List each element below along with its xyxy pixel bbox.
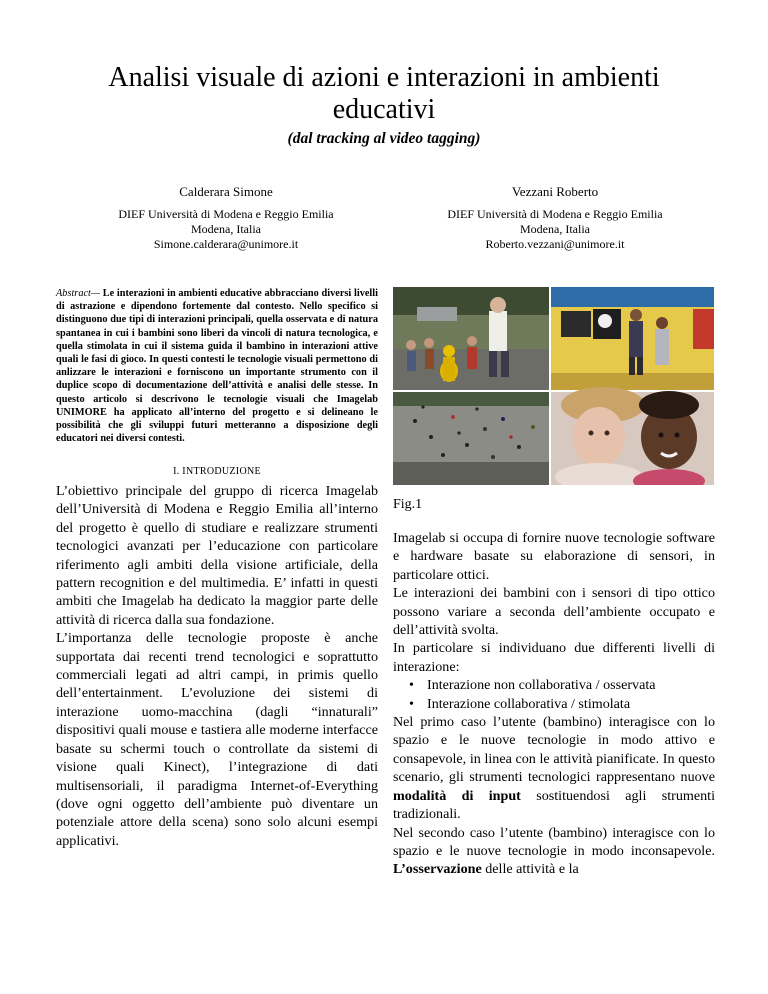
abstract <box>56 287 378 445</box>
paragraph: Imagelab si occupa di fornire nuove tecnologie software e hardware basate su elaborazione di sensori, in particolare ottici. <box>393 530 715 583</box>
paper-subtitle: (dal tracking al video tagging) <box>287 130 481 147</box>
text-run: Nel secondo caso l’utente (bambino) interagisce con lo spazio e le nuove tecnologie in modo inconsapevole. <box>393 824 715 859</box>
left-column-body <box>56 482 378 850</box>
text-run: Nel primo caso l’utente (bambino) interagisce con lo spazio e le nuove tecnologie in modo attivo e consapevole, in linea con le attività pianificate. In questo scenario, gli strumenti tecnologici rappresentano nuove <box>393 714 715 786</box>
bold-text-run: modalità di input <box>393 787 521 804</box>
right-column-body <box>393 529 715 879</box>
list-item: • Interazione non collaborativa / osservata <box>427 676 715 694</box>
abstract-text: Le interazioni in ambienti educative abbracciano diversi livelli di astrazione e dipendono fortemente dal contesto. Nello specifico si distinguono due tipi di interazioni principali, quella osservata e di natura spantanea in cui i bambini sono liberi da vincoli di natura tecnologica, e quella stimolata in cui il sistema guida il bambino in interazioni attive quali le fasi di gioco. In questi contesti le tecnologie visuali permettono di anlizzare le interazioni e forniscono un importante strumento con il duplice scopo di documentazione dell’attività e analisi delle stesse. In questo articolo si descrivono le tecnologie visuali che Imagelab UNIMORE ha applicato all’interno del progetto e si delineano le possibilità che gli sviluppi futuri metteranno a disposizione degli educatori nei diversi contesti. <box>56 288 378 445</box>
author-name: Calderara Simone <box>179 184 273 199</box>
author-affiliation: DIEF Università di Modena e Reggio Emilia <box>447 207 663 221</box>
paragraph: L’importanza delle tecnologie proposte è anche supportata dai recenti trend tecnologici e soprattutto commerciali legati ad altri campi, in primis quello dell’entertainment. L’evoluzione dei sistemi di interazione uomo-macchina (dagli “innaturali” dispositivi quali mouse e tastiera alle moderne interfacce basate su schermi touch o controllate da sistemi di visione quali Kinect), l’integrazione di dati multisensoriali, il paradigma Internet-of-Everything (dove ogni oggetto dell’ambiente può diventare un potenziale attore della scena) sono solo alcuni esempi applicativi. <box>56 630 378 849</box>
figure-photo-collage <box>393 287 714 485</box>
figure-caption: Fig.1 <box>393 497 423 512</box>
text-run: sostituendosi agli strumenti tradizionali. <box>393 787 715 823</box>
paper-title: Analisi visuale di azioni e interazioni in ambienti educativi <box>108 62 660 125</box>
author-block-2 <box>405 184 705 252</box>
photo-classroom <box>551 287 714 390</box>
section-heading: I. INTRODUZIONE <box>173 466 261 477</box>
bold-text-run: L’osservazione <box>393 861 482 878</box>
author-location: Modena, Italia <box>191 222 261 236</box>
paragraph: In particolare si individuano due differenti livelli di interazione: <box>393 640 715 675</box>
paragraph: Le interazioni dei bambini con i sensori di tipo ottico possono variare a seconda dell’ambiente occupato e dell’attività svolta. <box>393 585 715 639</box>
paragraph <box>393 713 715 823</box>
author-name: Vezzani Roberto <box>511 184 599 199</box>
author-email: Simone.calderara@unimore.it <box>153 237 299 251</box>
author-location: Modena, Italia <box>520 222 590 236</box>
photo-playground <box>393 392 549 485</box>
author-email: Roberto.vezzani@unimore.it <box>485 237 625 251</box>
photo-collage-graphic <box>393 287 714 485</box>
photo-two-girls <box>551 387 714 485</box>
bullet-list <box>393 676 715 713</box>
abstract-label: Abstract— <box>56 288 101 299</box>
author-block-1 <box>76 184 376 252</box>
author-affiliation: DIEF Università di Modena e Reggio Emilia <box>118 207 334 221</box>
paragraph <box>393 824 715 879</box>
paragraph: L’obiettivo principale del gruppo di ricerca Imagelab dell’Università di Modena e Reggio Emilia all’interno del progetto è quello di studiare e realizzare strumenti tecnologici avanzati per l’educazione con particolare riferimento agli ambiti della visione artificiale, della pattern recognition e del multimedia. E’ infatti in questi ambiti che Imagelab ha dedicato la maggior parte delle attività di ricerca dalla sua fondazione. <box>56 483 378 628</box>
photo-kids-running <box>393 287 549 390</box>
list-item: • Interazione collaborativa / stimolata <box>427 695 715 713</box>
text-run: delle attività e la <box>481 861 579 878</box>
